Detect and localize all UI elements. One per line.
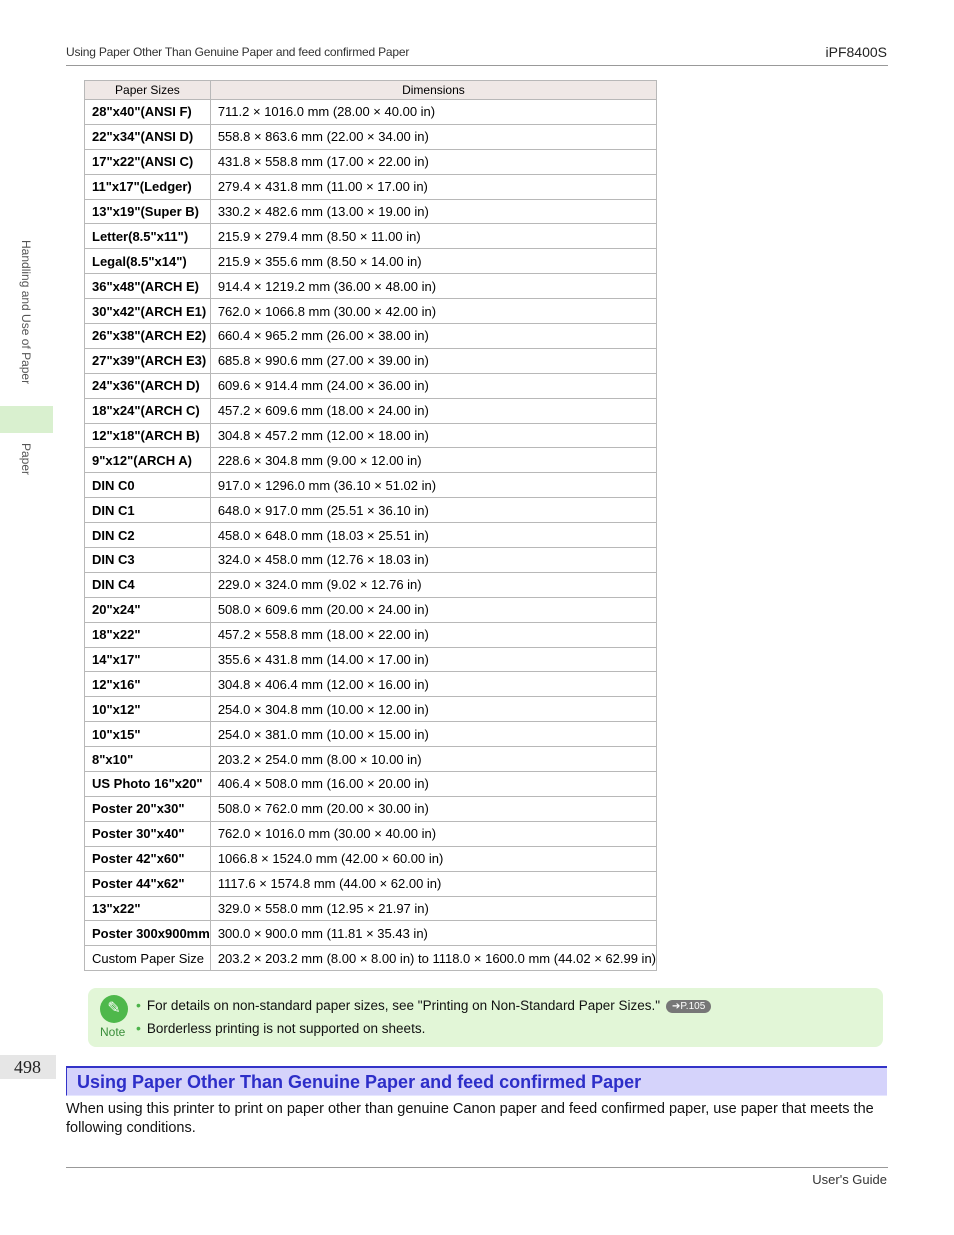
- dimensions-cell: 648.0 × 917.0 mm (25.51 × 36.10 in): [210, 498, 656, 523]
- paper-size-cell: 28"x40"(ANSI F): [85, 100, 211, 125]
- paper-size-cell: Legal(8.5"x14"): [85, 249, 211, 274]
- table-row: [85, 149, 657, 174]
- paper-size-cell: DIN C3: [85, 548, 211, 573]
- running-header-title: Using Paper Other Than Genuine Paper and feed confirmed Paper: [66, 45, 410, 59]
- paper-size-cell: 10"x15": [85, 722, 211, 747]
- paper-size-cell: 18"x22": [85, 622, 211, 647]
- table-row: [85, 174, 657, 199]
- paper-size-cell: Poster 30"x40": [85, 821, 211, 846]
- header-divider: [66, 65, 888, 66]
- table-row: [85, 448, 657, 473]
- paper-size-cell: DIN C2: [85, 523, 211, 548]
- dimensions-cell: 914.4 × 1219.2 mm (36.00 × 48.00 in): [210, 274, 656, 299]
- dimensions-cell: 558.8 × 863.6 mm (22.00 × 34.00 in): [210, 124, 656, 149]
- table-row: [85, 796, 657, 821]
- dimensions-cell: 1117.6 × 1574.8 mm (44.00 × 62.00 in): [210, 871, 656, 896]
- table-row: [85, 896, 657, 921]
- paper-size-cell: US Photo 16"x20": [85, 772, 211, 797]
- table-row: [85, 124, 657, 149]
- table-row: [85, 597, 657, 622]
- table-row: [85, 348, 657, 373]
- page-number: 498: [14, 1057, 41, 1077]
- paper-size-cell: 12"x18"(ARCH B): [85, 423, 211, 448]
- dimensions-cell: 1066.8 × 1524.0 mm (42.00 × 60.00 in): [210, 846, 656, 871]
- dimensions-cell: 279.4 × 431.8 mm (11.00 × 17.00 in): [210, 174, 656, 199]
- table-row: [85, 324, 657, 349]
- dimensions-cell: 508.0 × 609.6 mm (20.00 × 24.00 in): [210, 597, 656, 622]
- section-heading: Using Paper Other Than Genuine Paper and feed confirmed Paper: [77, 1072, 642, 1092]
- paper-sizes-table: [84, 80, 657, 971]
- table-row: [85, 299, 657, 324]
- paper-size-cell: Custom Paper Size: [85, 946, 211, 971]
- dimensions-cell: 254.0 × 304.8 mm (10.00 × 12.00 in): [210, 697, 656, 722]
- dimensions-cell: 762.0 × 1016.0 mm (30.00 × 40.00 in): [210, 821, 656, 846]
- table-row: [85, 921, 657, 946]
- dimensions-cell: 215.9 × 355.6 mm (8.50 × 14.00 in): [210, 249, 656, 274]
- model-name: iPF8400S: [825, 44, 887, 60]
- dimensions-cell: 762.0 × 1066.8 mm (30.00 × 42.00 in): [210, 299, 656, 324]
- dimensions-cell: 457.2 × 558.8 mm (18.00 × 22.00 in): [210, 622, 656, 647]
- paper-size-cell: 13"x22": [85, 896, 211, 921]
- paper-size-cell: 36"x48"(ARCH E): [85, 274, 211, 299]
- paper-size-cell: 30"x42"(ARCH E1): [85, 299, 211, 324]
- paper-size-cell: 8"x10": [85, 747, 211, 772]
- paper-size-cell: 10"x12": [85, 697, 211, 722]
- paper-size-cell: Poster 300x900mm: [85, 921, 211, 946]
- table-row: [85, 398, 657, 423]
- table-row: [85, 473, 657, 498]
- page-reference-link[interactable]: ➔P.105: [666, 1000, 711, 1013]
- note-item-text: For details on non-standard paper sizes, see "Printing on Non-Standard Paper Sizes.": [146, 998, 661, 1013]
- paper-size-cell: 13"x19"(Super B): [85, 199, 211, 224]
- paper-size-cell: DIN C4: [85, 572, 211, 597]
- table-row: [85, 772, 657, 797]
- table-row: [85, 423, 657, 448]
- paper-size-cell: 12"x16": [85, 672, 211, 697]
- paper-size-cell: Poster 42"x60": [85, 846, 211, 871]
- dimensions-cell: 355.6 × 431.8 mm (14.00 × 17.00 in): [210, 647, 656, 672]
- dimensions-cell: 329.0 × 558.0 mm (12.95 × 21.97 in): [210, 896, 656, 921]
- paper-size-cell: 14"x17": [85, 647, 211, 672]
- table-row: [85, 672, 657, 697]
- sidebar-section-label: Paper: [19, 443, 33, 476]
- dimensions-cell: 917.0 × 1296.0 mm (36.10 × 51.02 in): [210, 473, 656, 498]
- dimensions-cell: 254.0 × 381.0 mm (10.00 × 15.00 in): [210, 722, 656, 747]
- section-body-text: When using this printer to print on paper other than genuine Canon paper and feed confirmed paper, use paper that meets the following conditions.: [66, 1101, 874, 1136]
- paper-size-cell: 27"x39"(ARCH E3): [85, 348, 211, 373]
- dimensions-cell: 660.4 × 965.2 mm (26.00 × 38.00 in): [210, 324, 656, 349]
- note-item: [136, 997, 711, 1013]
- dimensions-cell: 215.9 × 279.4 mm (8.50 × 11.00 in): [210, 224, 656, 249]
- paper-size-cell: Letter(8.5"x11"): [85, 224, 211, 249]
- pencil-note-icon: ✎: [100, 995, 128, 1023]
- bullet-icon: •: [136, 997, 141, 1013]
- dimensions-cell: 609.6 × 914.4 mm (24.00 × 36.00 in): [210, 373, 656, 398]
- table-row: [85, 100, 657, 125]
- dimensions-cell: 685.8 × 990.6 mm (27.00 × 39.00 in): [210, 348, 656, 373]
- dimensions-cell: 406.4 × 508.0 mm (16.00 × 20.00 in): [210, 772, 656, 797]
- table-row: [85, 821, 657, 846]
- section-heading-bar: [66, 1066, 887, 1096]
- paper-size-cell: 26"x38"(ARCH E2): [85, 324, 211, 349]
- dimensions-cell: 324.0 × 458.0 mm (12.76 × 18.03 in): [210, 548, 656, 573]
- dimensions-cell: 228.6 × 304.8 mm (9.00 × 12.00 in): [210, 448, 656, 473]
- table-row: [85, 274, 657, 299]
- dimensions-cell: 229.0 × 324.0 mm (9.02 × 12.76 in): [210, 572, 656, 597]
- bullet-icon: •: [136, 1020, 141, 1036]
- table-row: [85, 548, 657, 573]
- sidebar-chapter-label: Handling and Use of Paper: [19, 240, 33, 385]
- table-row: [85, 249, 657, 274]
- paper-size-cell: 24"x36"(ARCH D): [85, 373, 211, 398]
- dimensions-cell: 330.2 × 482.6 mm (13.00 × 19.00 in): [210, 199, 656, 224]
- paper-size-cell: 17"x22"(ANSI C): [85, 149, 211, 174]
- dimensions-cell: 300.0 × 900.0 mm (11.81 × 35.43 in): [210, 921, 656, 946]
- table-row: [85, 722, 657, 747]
- paper-size-cell: 22"x34"(ANSI D): [85, 124, 211, 149]
- note-item-text: Borderless printing is not supported on sheets.: [146, 1021, 426, 1036]
- paper-size-cell: 9"x12"(ARCH A): [85, 448, 211, 473]
- footer-divider: [66, 1167, 888, 1168]
- paper-size-cell: 18"x24"(ARCH C): [85, 398, 211, 423]
- dimensions-cell: 457.2 × 609.6 mm (18.00 × 24.00 in): [210, 398, 656, 423]
- table-row: [85, 871, 657, 896]
- dimensions-cell: 203.2 × 203.2 mm (8.00 × 8.00 in) to 1118.0 × 1600.0 mm (44.02 × 62.99 in): [210, 946, 656, 971]
- table-row: [85, 373, 657, 398]
- paper-size-cell: DIN C0: [85, 473, 211, 498]
- dimensions-cell: 458.0 × 648.0 mm (18.03 × 25.51 in): [210, 523, 656, 548]
- table-row: [85, 846, 657, 871]
- table-row: [85, 622, 657, 647]
- table-body: [85, 100, 657, 971]
- note-box: [88, 988, 883, 1047]
- paper-size-cell: 20"x24": [85, 597, 211, 622]
- table-row: [85, 647, 657, 672]
- table-row: [85, 498, 657, 523]
- dimensions-cell: 711.2 × 1016.0 mm (28.00 × 40.00 in): [210, 100, 656, 125]
- paper-size-cell: Poster 20"x30": [85, 796, 211, 821]
- table-row: [85, 946, 657, 971]
- dimensions-cell: 508.0 × 762.0 mm (20.00 × 30.00 in): [210, 796, 656, 821]
- column-header-paper-sizes: Paper Sizes: [85, 81, 211, 100]
- dimensions-cell: 304.8 × 457.2 mm (12.00 × 18.00 in): [210, 423, 656, 448]
- paper-size-cell: 11"x17"(Ledger): [85, 174, 211, 199]
- note-label: Note: [100, 1025, 126, 1039]
- dimensions-cell: 431.8 × 558.8 mm (17.00 × 22.00 in): [210, 149, 656, 174]
- table-row: [85, 199, 657, 224]
- table-row: [85, 747, 657, 772]
- table-header-row: [85, 81, 657, 100]
- paper-size-cell: Poster 44"x62": [85, 871, 211, 896]
- table-row: [85, 697, 657, 722]
- footer-guide-title: User's Guide: [812, 1172, 887, 1187]
- dimensions-cell: 203.2 × 254.0 mm (8.00 × 10.00 in): [210, 747, 656, 772]
- note-item: [136, 1020, 425, 1036]
- paper-size-cell: DIN C1: [85, 498, 211, 523]
- column-header-dimensions: Dimensions: [210, 81, 656, 100]
- sidebar-section-marker: [0, 406, 53, 433]
- table-row: [85, 523, 657, 548]
- table-row: [85, 572, 657, 597]
- dimensions-cell: 304.8 × 406.4 mm (12.00 × 16.00 in): [210, 672, 656, 697]
- table-row: [85, 224, 657, 249]
